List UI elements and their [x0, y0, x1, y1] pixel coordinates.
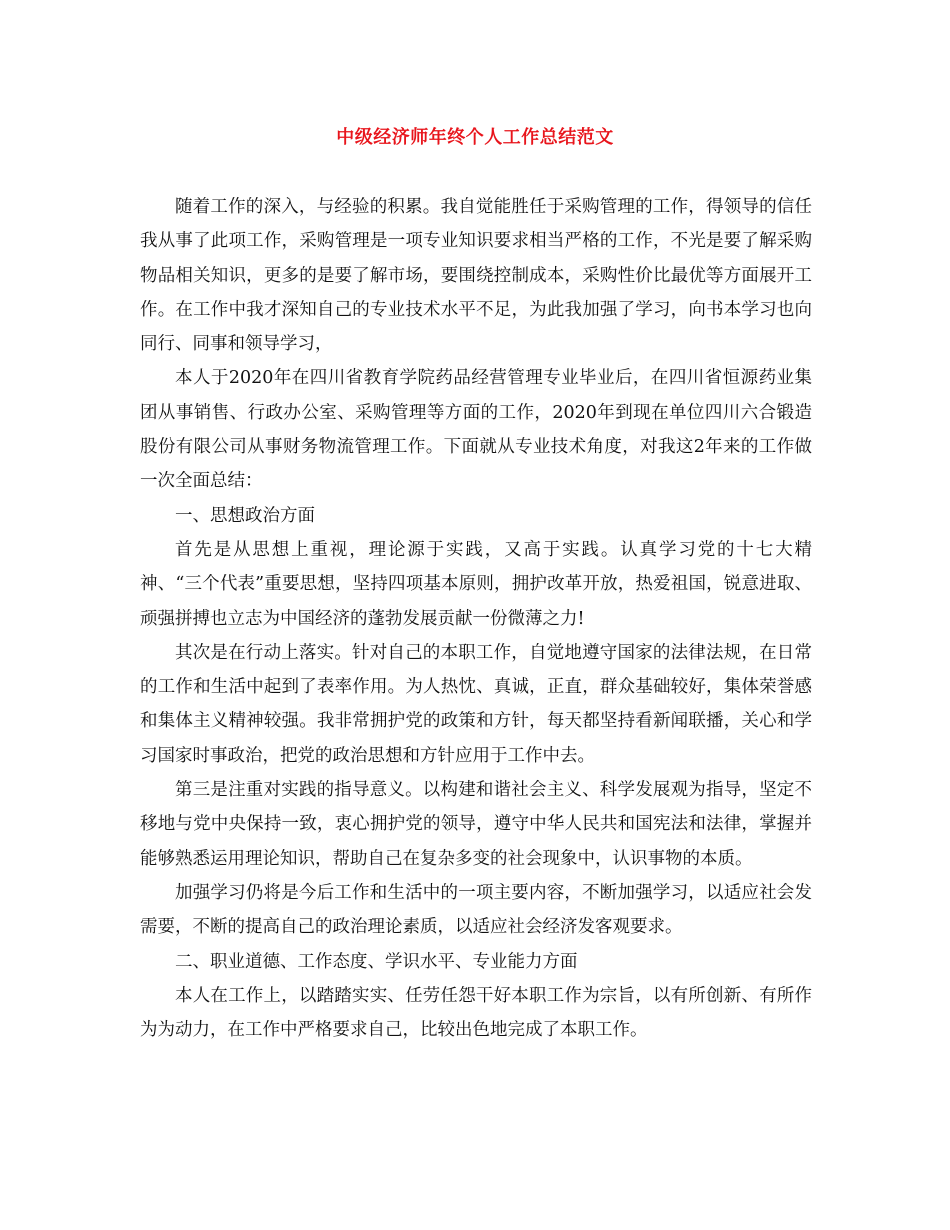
- document-body: [140, 190, 812, 1047]
- paragraph-background: 本人于2020年在四川省教育学院药品经营管理专业毕业后，在四川省恒源药业集团从事销售、行政办公室、采购管理等方面的工作，2020年到现在单位四川六合锻造股份有限公司从事财务物流管理工作。下面就从专业技术角度，对我这2年来的工作做一次全面总结：: [140, 368, 812, 492]
- paragraph-study: 加强学习仍将是今后工作和生活中的一项主要内容，不断加强学习，以适应社会发需要，不断的提高自己的政治理论素质，以适应社会经济发客观要求。: [140, 882, 812, 938]
- paragraph-ethics-work: 本人在工作上，以踏踏实实、任劳任怨干好本职工作为宗旨，以有所创新、有所作为为动力，在工作中严格要求自己，比较出色地完成了本职工作。: [140, 985, 812, 1041]
- paragraph-political-first: 首先是从思想上重视，理论源于实践，又高于实践。认真学习党的十七大精神、“三个代表”重要思想，坚持四项基本原则，拥护改革开放，热爱祖国，锐意进取、顽强拼搏也立志为中国经济的蓬勃发展贡献一份微薄之力!: [140, 539, 812, 629]
- paragraph-political-second: 其次是在行动上落实。针对自己的本职工作，自觉地遵守国家的法律法规，在日常的工作和生活中起到了表率作用。为人热忱、真诚，正直，群众基础较好，集体荣誉感和集体主义精神较强。我非常拥护党的政策和方针，每天都坚持看新闻联播，关心和学习国家时事政治，把党的政治思想和方针应用于工作中去。: [140, 642, 812, 766]
- document-title: 中级经济师年终个人工作总结范文: [336, 127, 614, 148]
- paragraph-political-third: 第三是注重对实践的指导意义。以构建和谐社会主义、科学发展观为指导，坚定不移地与党中央保持一致，衷心拥护党的领导，遵守中华人民共和国宪法和法律，掌握并能够熟悉运用理论知识，帮助自己在复杂多变的社会现象中，认识事物的本质。: [140, 780, 812, 869]
- section-heading-ethics: 二、职业道德、工作态度、学识水平、专业能力方面: [175, 951, 578, 972]
- paragraph-intro: 随着工作的深入，与经验的积累。我自觉能胜任于采购管理的工作，得领导的信任我从事了此项工作，采购管理是一项专业知识要求相当严格的工作，不光是要了解采购物品相关知识，更多的是要了解市场，要围绕控制成本，采购性价比最优等方面展开工作。在工作中我才深知自己的专业技术水平不足，为此我加强了学习，向书本学习也向同行、同事和领导学习，: [140, 197, 812, 355]
- section-heading-political: 一、思想政治方面: [175, 505, 315, 526]
